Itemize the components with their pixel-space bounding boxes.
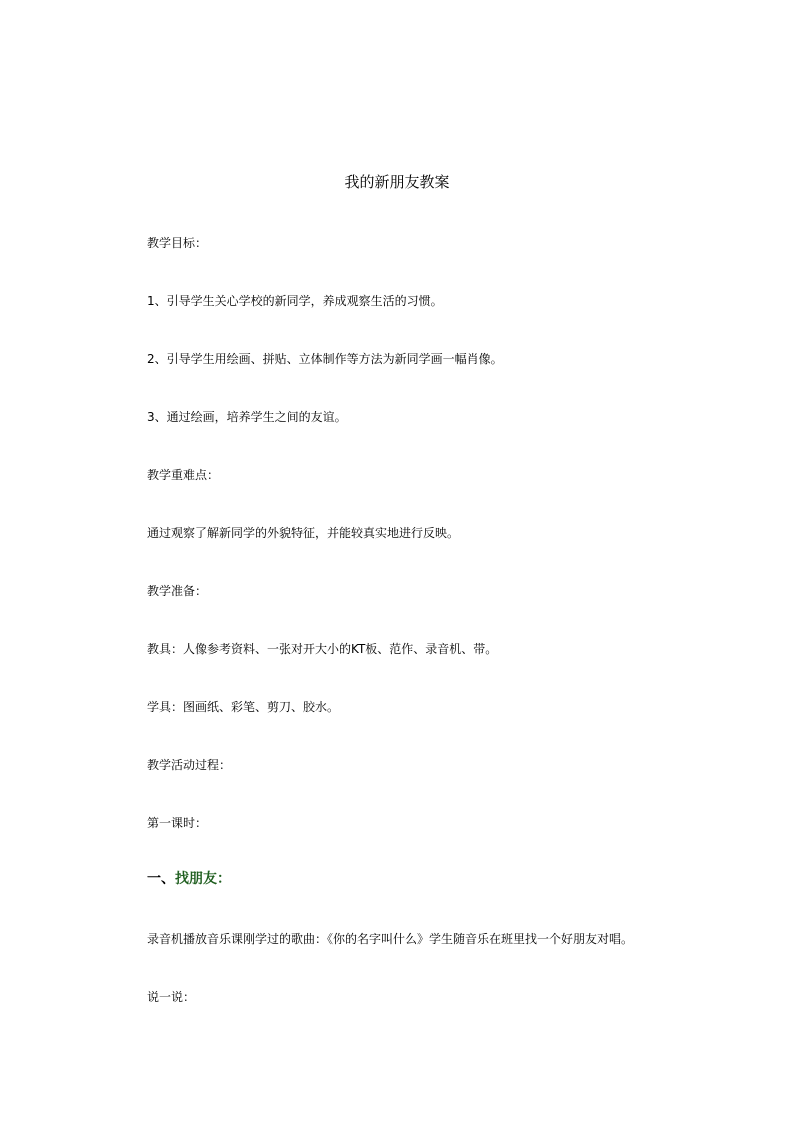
paragraph-key-points-heading: 教学重难点：	[147, 468, 220, 482]
paragraph-process-heading: 教学活动过程：	[147, 758, 232, 772]
paragraph-goal-1: 1、引导学生关心学校的新同学，养成观察生活的习惯。	[147, 294, 443, 308]
paragraph-say-it: 说一说：	[147, 990, 196, 1004]
section-heading-number: 一、	[147, 871, 175, 887]
paragraph-teaching-tools: 教具：人像参考资料、一张对开大小的KT板、范作、录音机、带。	[147, 642, 498, 656]
paragraph-preparation-heading: 教学准备：	[147, 584, 208, 598]
paragraph-goal-3: 3、通过绘画，培养学生之间的友谊。	[147, 410, 347, 424]
paragraph-first-lesson: 第一课时：	[147, 816, 208, 830]
document-title: 我的新朋友教案	[344, 173, 450, 191]
paragraph-key-points: 通过观察了解新同学的外貌特征，并能较真实地进行反映。	[147, 526, 460, 540]
paragraph-student-tools: 学具：图画纸、彩笔、剪刀、胶水。	[147, 700, 340, 714]
section-heading-find-friends	[147, 869, 707, 889]
section-heading-text: 找朋友：	[175, 871, 231, 887]
paragraph-teaching-goals: 教学目标：	[147, 236, 208, 250]
paragraph-goal-2: 2、引导学生用绘画、拼贴、立体制作等方法为新同学画一幅肖像。	[147, 352, 503, 366]
paragraph-music-activity: 录音机播放音乐课刚学过的歌曲：《你的名字叫什么》学生随音乐在班里找一个好朋友对唱。	[147, 932, 634, 946]
